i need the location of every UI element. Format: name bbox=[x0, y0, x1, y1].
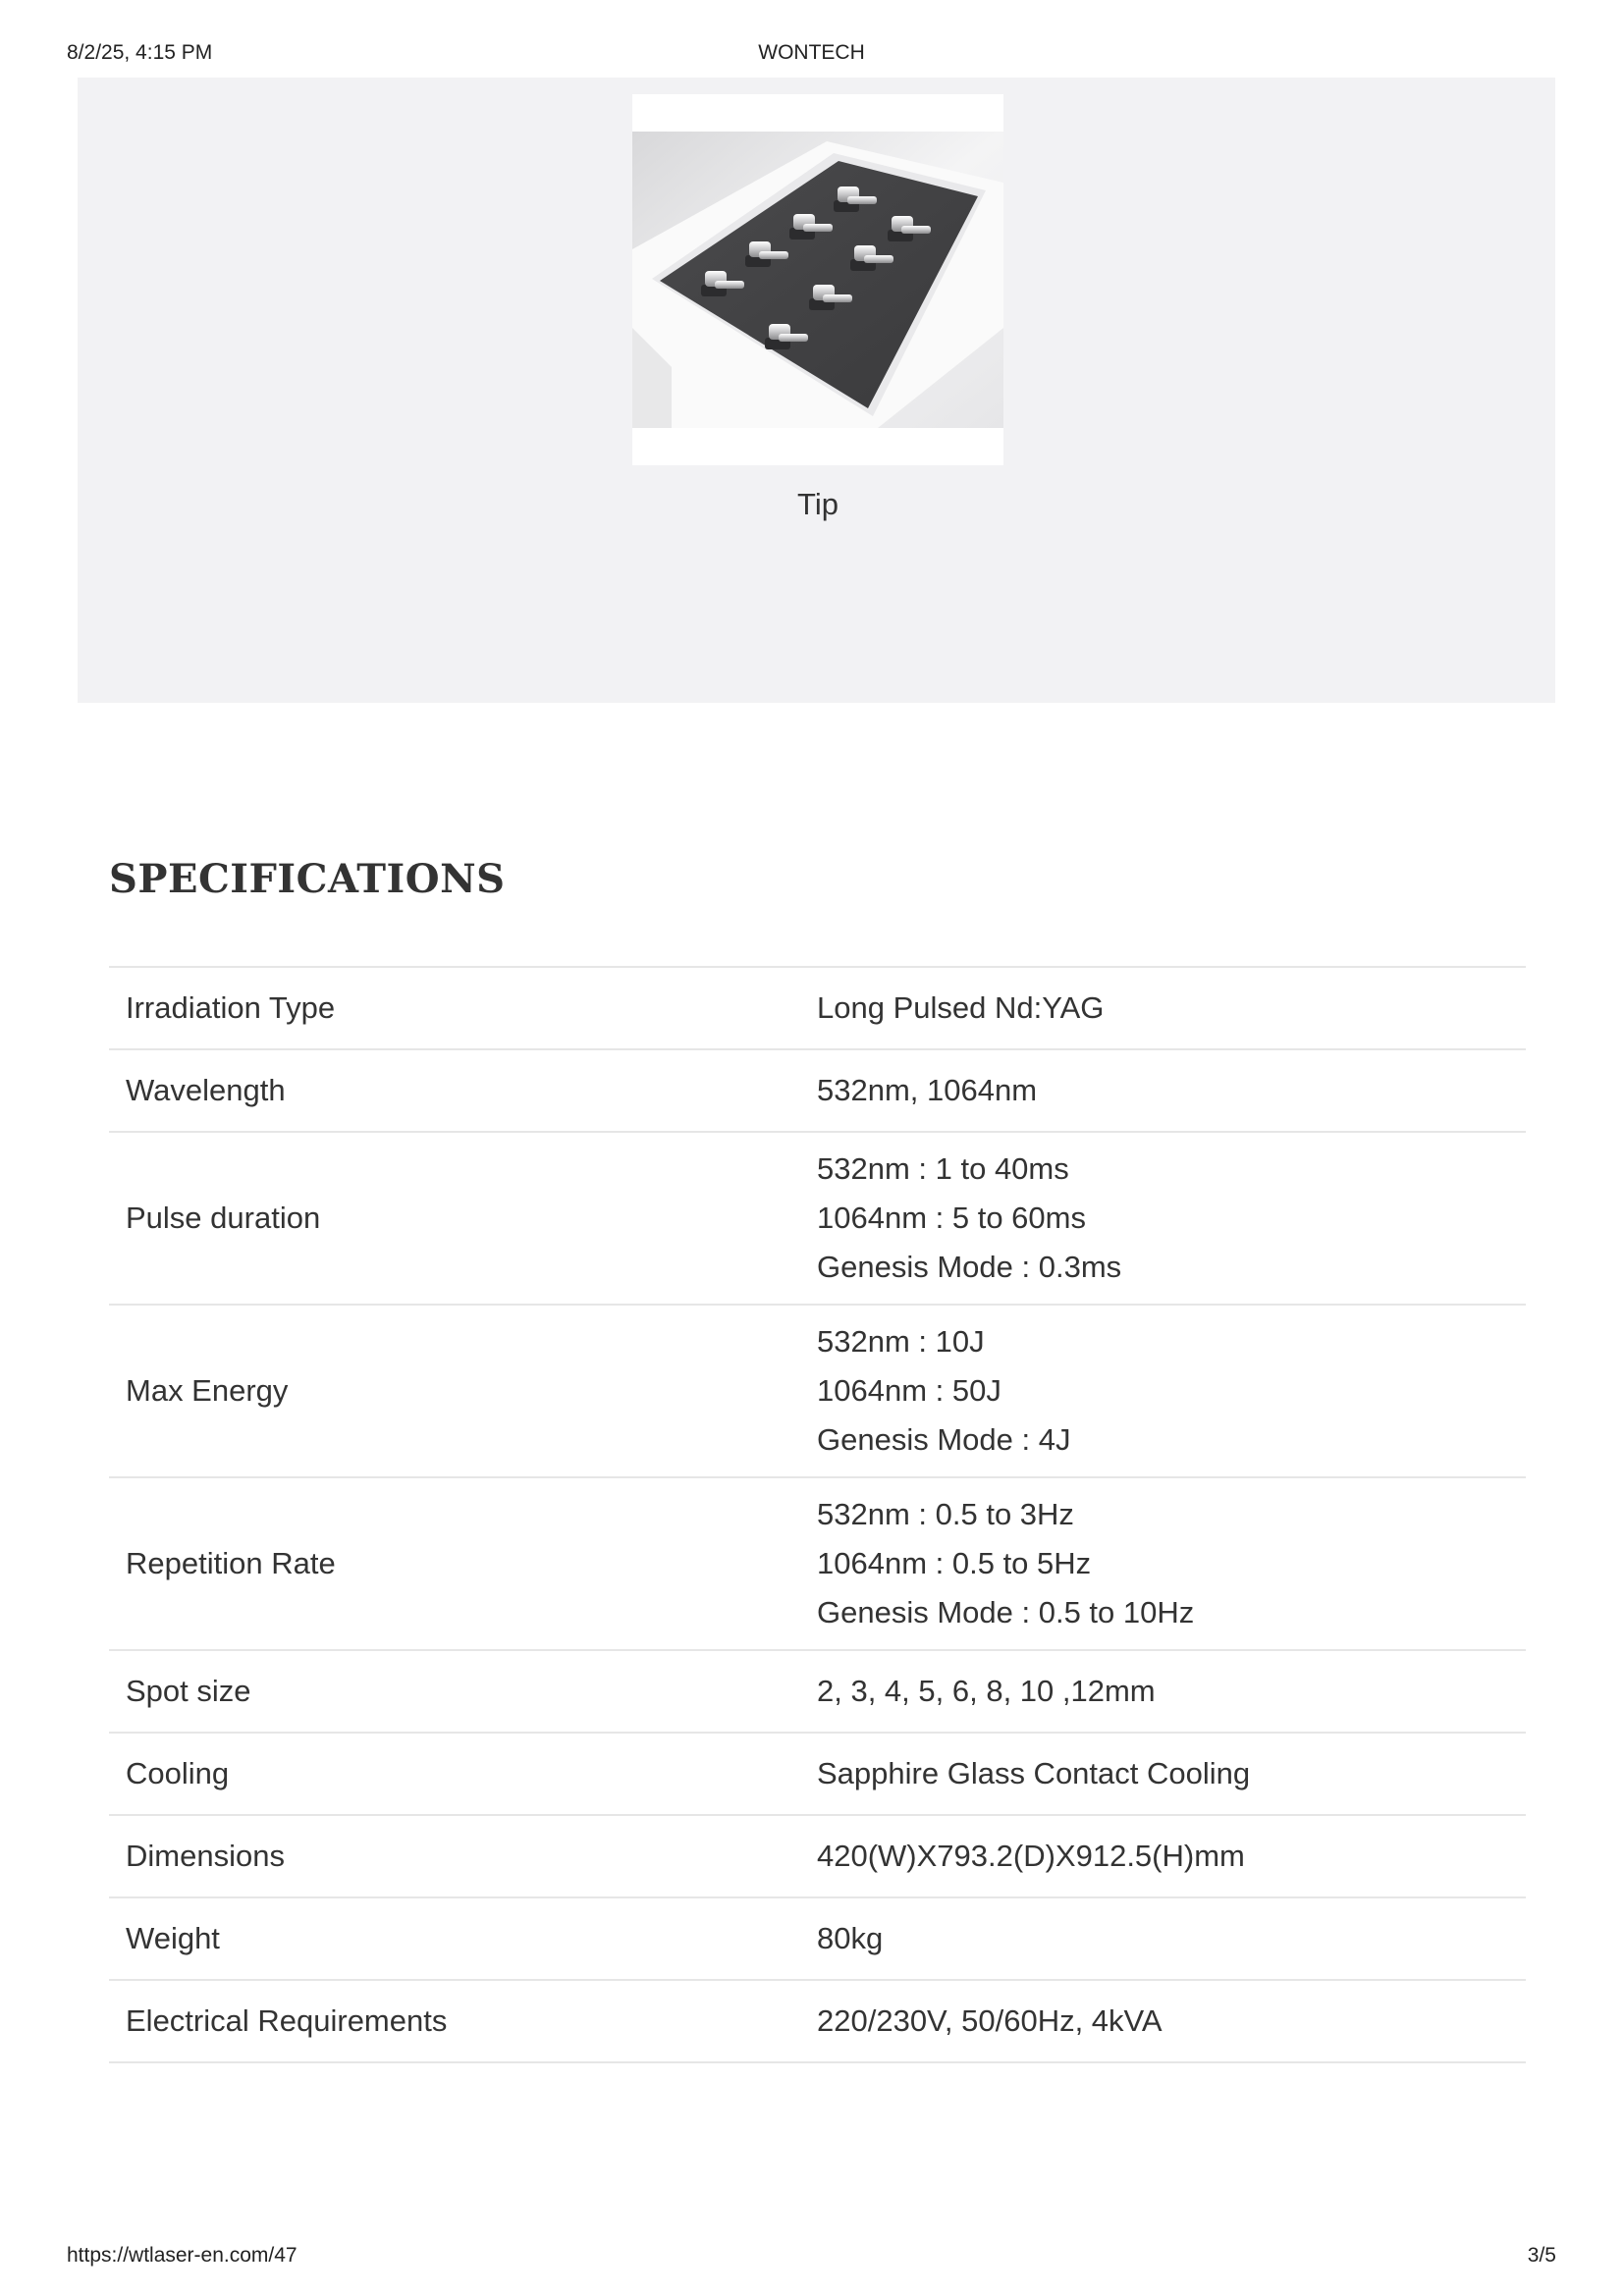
spec-label: Pulse duration bbox=[126, 1201, 321, 1235]
spec-label: Dimensions bbox=[126, 1839, 285, 1873]
spec-value-line: Sapphire Glass Contact Cooling bbox=[817, 1756, 1251, 1790]
spec-row-cooling bbox=[109, 1734, 1526, 1816]
specifications-table bbox=[109, 966, 1526, 2063]
spec-row-wavelength bbox=[109, 1050, 1526, 1133]
spec-row-irradiation-type bbox=[109, 968, 1526, 1050]
spec-value bbox=[817, 1737, 1526, 1810]
spec-label: Spot size bbox=[126, 1674, 251, 1708]
spec-value-line: 532nm : 0.5 to 3Hz bbox=[817, 1497, 1074, 1531]
spec-value bbox=[817, 1655, 1526, 1728]
spec-value bbox=[817, 1902, 1526, 1975]
spec-value-line: Genesis Mode : 0.5 to 10Hz bbox=[817, 1595, 1195, 1629]
spec-label: Cooling bbox=[126, 1756, 230, 1790]
spec-value-line: 2, 3, 4, 5, 6, 8, 10 ,12mm bbox=[817, 1674, 1156, 1708]
page-number: 3/5 bbox=[1527, 2244, 1556, 2267]
spec-value-line: 1064nm : 5 to 60ms bbox=[817, 1201, 1086, 1235]
spec-value bbox=[817, 972, 1526, 1044]
page-url: https://wtlaser-en.com/47 bbox=[67, 2244, 298, 2267]
tip-figure bbox=[632, 94, 1003, 522]
spec-label: Wavelength bbox=[126, 1073, 286, 1107]
spec-label: Weight bbox=[126, 1921, 220, 1955]
spec-label: Irradiation Type bbox=[126, 990, 336, 1025]
spec-row-pulse-duration bbox=[109, 1133, 1526, 1306]
spec-label: Max Energy bbox=[126, 1373, 289, 1408]
spec-value bbox=[817, 1820, 1526, 1893]
spec-label: Electrical Requirements bbox=[126, 2003, 448, 2038]
spec-value bbox=[817, 1306, 1526, 1476]
spec-value-line: 220/230V, 50/60Hz, 4kVA bbox=[817, 2003, 1163, 2038]
spec-value-line: 80kg bbox=[817, 1921, 884, 1955]
spec-row-dimensions bbox=[109, 1816, 1526, 1898]
spec-value-line: 532nm : 10J bbox=[817, 1324, 985, 1359]
spec-value bbox=[817, 1133, 1526, 1304]
tip-tray-photo-icon bbox=[632, 132, 1003, 428]
spec-row-max-energy bbox=[109, 1306, 1526, 1478]
spec-value-line: Genesis Mode : 4J bbox=[817, 1422, 1071, 1457]
spec-value bbox=[817, 1985, 1526, 2057]
spec-value-line: Genesis Mode : 0.3ms bbox=[817, 1250, 1122, 1284]
spec-value-line: Long Pulsed Nd:YAG bbox=[817, 990, 1105, 1025]
spec-value-line: 1064nm : 50J bbox=[817, 1373, 1001, 1408]
tip-caption: Tip bbox=[797, 487, 839, 521]
spec-value-line: 420(W)X793.2(D)X912.5(H)mm bbox=[817, 1839, 1245, 1873]
spec-value bbox=[817, 1478, 1526, 1649]
site-title: WONTECH bbox=[758, 41, 865, 64]
spec-value-line: 532nm, 1064nm bbox=[817, 1073, 1038, 1107]
spec-value-line: 1064nm : 0.5 to 5Hz bbox=[817, 1546, 1092, 1580]
spec-row-spot-size bbox=[109, 1651, 1526, 1734]
tip-image bbox=[632, 94, 1003, 465]
spec-value bbox=[817, 1054, 1526, 1127]
print-date: 8/2/25, 4:15 PM bbox=[67, 41, 213, 64]
spec-row-electrical-requirements bbox=[109, 1981, 1526, 2063]
print-header bbox=[67, 41, 1556, 69]
spec-value-line: 532nm : 1 to 40ms bbox=[817, 1151, 1069, 1186]
spec-label: Repetition Rate bbox=[126, 1546, 336, 1580]
product-gallery bbox=[78, 78, 1555, 703]
spec-row-repetition-rate bbox=[109, 1478, 1526, 1651]
spec-row-weight bbox=[109, 1898, 1526, 1981]
specifications-title: SPECIFICATIONS bbox=[109, 856, 506, 902]
